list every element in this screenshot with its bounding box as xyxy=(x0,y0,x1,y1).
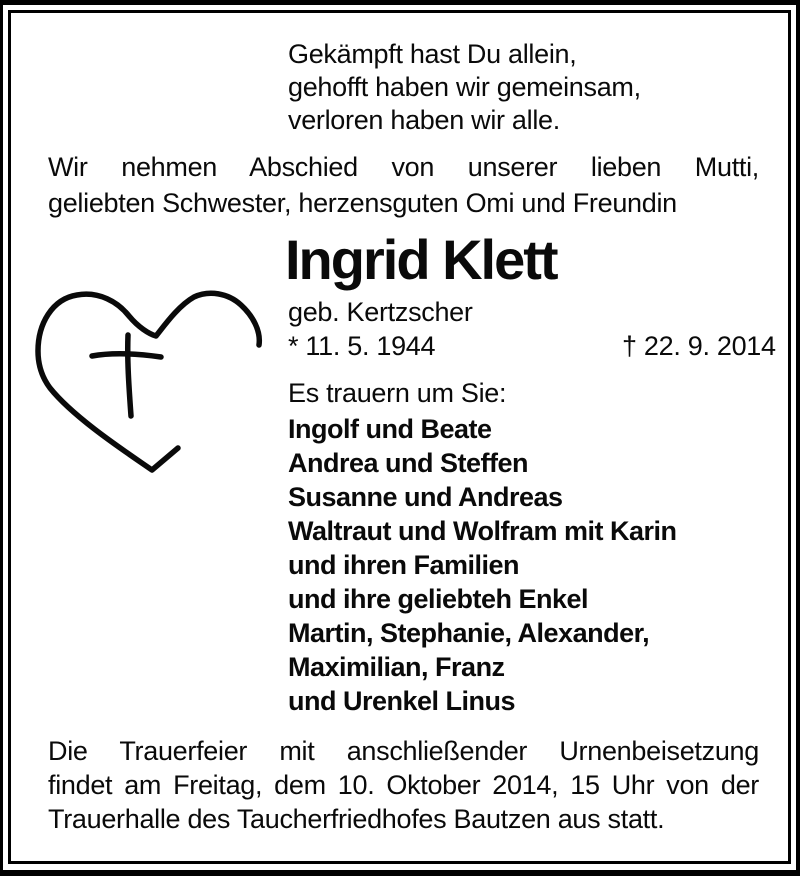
mourner-line: Susanne und Andreas xyxy=(288,482,563,512)
epigraph-line-2: gehofft haben wir gemeinsam, xyxy=(288,72,641,102)
epigraph xyxy=(288,38,641,137)
mourner-line: und ihre geliebteh Enkel xyxy=(288,584,589,614)
deceased-name: Ingrid Klett xyxy=(285,228,557,291)
birth-name: geb. Kertzscher xyxy=(288,297,473,327)
intro-paragraph xyxy=(48,149,759,221)
mourner-line: Waltraut und Wolfram mit Karin xyxy=(288,516,677,546)
mourner-line: und ihren Familien xyxy=(288,550,520,580)
intro-line-2: geliebten Schwester, herzensguten Omi und Freundin xyxy=(48,188,677,218)
death-date: † 22. 9. 2014 xyxy=(622,331,776,361)
dates-row xyxy=(288,331,776,365)
mourners-list xyxy=(288,412,677,718)
epigraph-line-3: verloren haben wir alle. xyxy=(288,105,560,135)
funeral-paragraph xyxy=(48,734,759,836)
mourner-line: Ingolf und Beate xyxy=(288,414,492,444)
mourner-line: und Urenkel Linus xyxy=(288,686,516,716)
mourner-line: Maximilian, Franz xyxy=(288,652,505,682)
mourner-line: Martin, Stephanie, Alexander, xyxy=(288,618,650,648)
mourning-heading: Es trauern um Sie: xyxy=(288,378,507,408)
funeral-line-2: findet am Freitag, dem 10. Oktober 2014, 15 Uhr von der xyxy=(48,770,759,800)
funeral-line-3: Trauerhalle des Taucherfriedhofes Bautzen aus statt. xyxy=(48,804,665,834)
funeral-line-1: Die Trauerfeier mit anschließender Urnenbeisetzung xyxy=(48,736,759,766)
epigraph-line-1: Gekämpft hast Du allein, xyxy=(288,39,577,69)
intro-line-1: Wir nehmen Abschied von unserer lieben Mutti, xyxy=(48,152,759,182)
heart-cross-icon xyxy=(30,286,270,486)
birth-date: * 11. 5. 1944 xyxy=(288,331,436,361)
mourner-line: Andrea und Steffen xyxy=(288,448,529,478)
